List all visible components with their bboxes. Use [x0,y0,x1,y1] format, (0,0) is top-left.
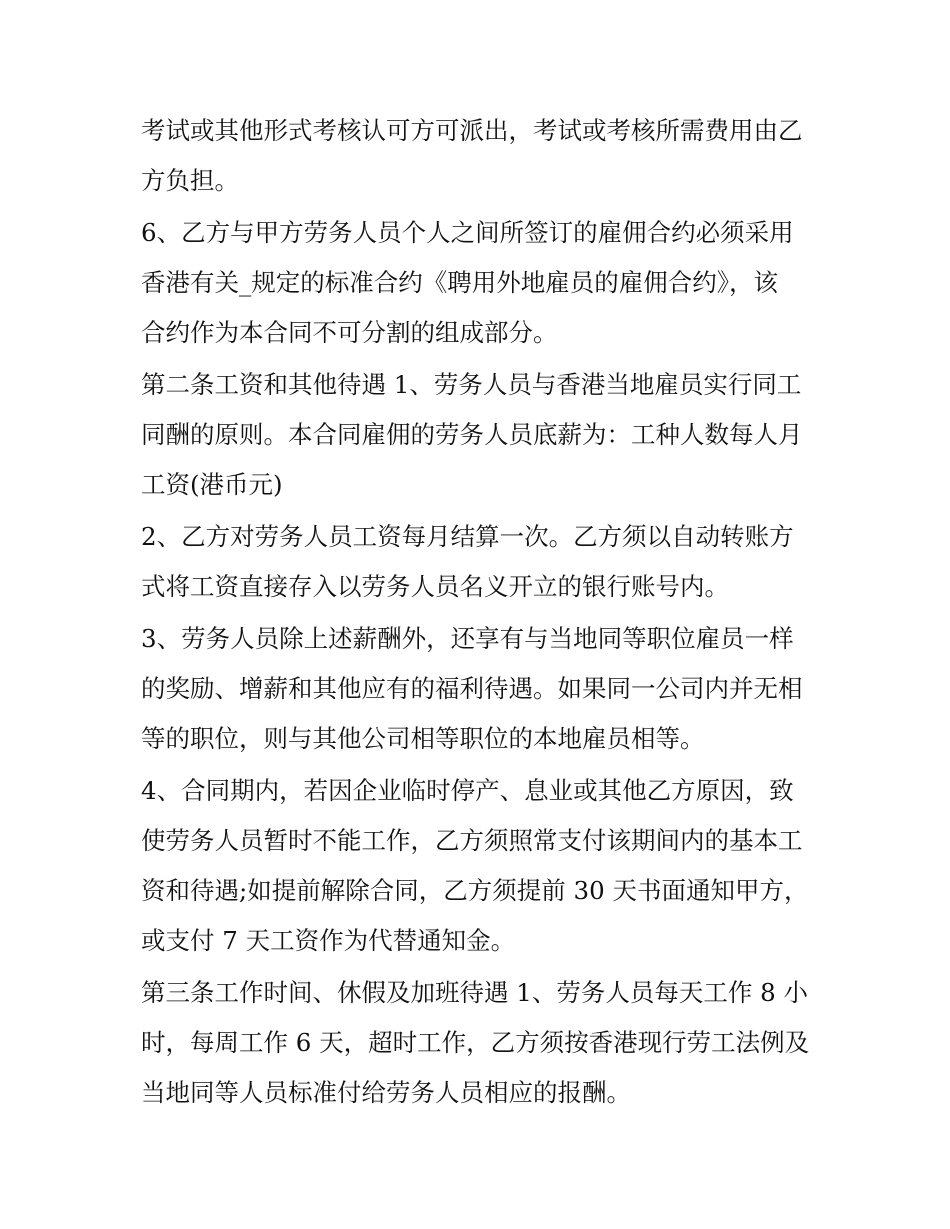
text-line: 当地同等人员标准付给劳务人员相应的报酬。 [141,1078,631,1107]
text-line: 考试或其他形式考核认可方可派出，考试或考核所需费用由乙 [141,116,803,145]
paragraph [141,208,821,358]
text-line: 时，每周工作 6 天，超时工作，乙方须按香港现行劳工法例及 [141,1028,810,1057]
text-line: 第三条工作时间、休假及加班待遇 1、劳务人员每天工作 8 小 [141,978,809,1007]
text-line: 的奖励、增薪和其他应有的福利待遇。如果同一公司内并无相 [141,674,803,703]
paragraph [141,512,821,612]
text-line: 同酬的原则。本合同雇佣的劳务人员底薪为：工种人数每人月 [141,420,803,449]
paragraph [141,766,821,966]
text-line: 3、劳务人员除上述薪酬外，还享有与当地同等职位雇员一样 [141,624,794,653]
paragraph [141,106,821,206]
paragraph [141,360,821,510]
text-line: 4、合同期内，若因企业临时停产、息业或其他乙方原因，致 [141,776,794,805]
text-line: 式将工资直接存入以劳务人员名义开立的银行账号内。 [141,572,729,601]
text-line: 香港有关_规定的标准合约《聘用外地雇员的雇佣合约》，该 [141,268,778,297]
text-line: 或支付 7 天工资作为代替通知金。 [141,926,516,955]
text-line: 等的职位，则与其他公司相等职位的本地雇员相等。 [141,724,705,753]
paragraph [141,614,821,764]
text-line: 工资(港币元) [141,470,283,499]
text-line: 方负担。 [141,166,239,195]
text-line: 资和待遇;如提前解除合同，乙方须提前 30 天书面通知甲方， [141,876,809,905]
paragraph [141,968,821,1118]
text-line: 2、乙方对劳务人员工资每月结算一次。乙方须以自动转账方 [141,522,794,551]
text-line: 使劳务人员暂时不能工作，乙方须照常支付该期间内的基本工 [141,826,803,855]
text-line: 6、乙方与甲方劳务人员个人之间所签订的雇佣合约必须采用 [141,218,794,247]
text-line: 合约作为本合同不可分割的组成部分。 [141,318,558,347]
text-line: 第二条工资和其他待遇 1、劳务人员与香港当地雇员实行同工 [141,370,802,399]
document-body [141,106,821,1120]
